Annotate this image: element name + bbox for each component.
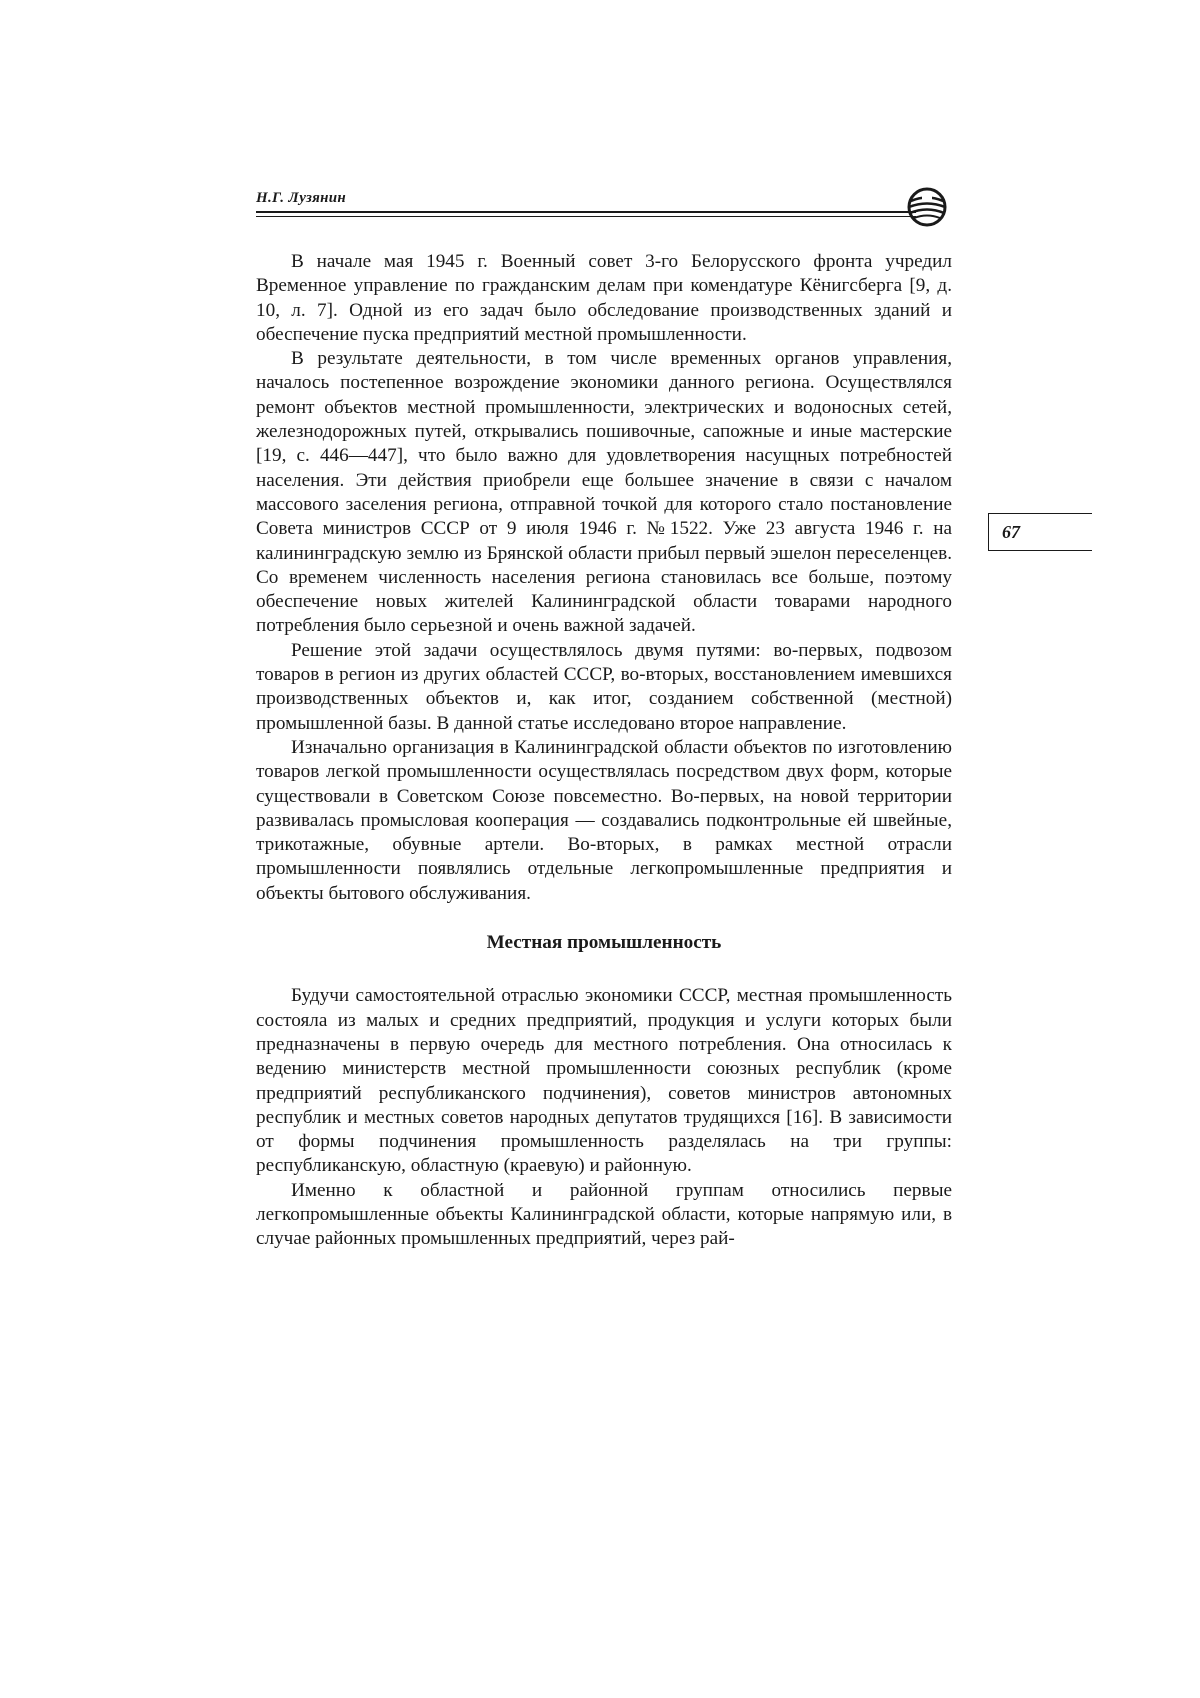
page-number-rule-left [988,513,989,551]
article-body [256,250,952,1252]
page-number-rule-bottom [988,550,1092,551]
author-name: Н.Г. Лузянин [256,190,347,206]
journal-logo-icon [902,186,952,228]
paragraph: Решение этой задачи осуществлялось двумя путями: во-первых, подвозом товаров в регион из других областей СССР, во-вторых, восстановлением имевшихся производственных объектов и, как итог, созданием собственной (местной) промышленной базы. В данной статье исследовано второе направление. [256,639,952,734]
page-number: 67 [1002,522,1020,542]
paragraph: В результате деятельности, в том числе временных органов управления, началось постепенное возрождение экономики данного региона. Осуществлялся ремонт объектов местной промышленности, электрических и водоносных сетей, железнодорожных путей, открывались пошивочные, сапожные и иные мастерские [19, с. 446—447], что было важно для удовлетворения насущных потребностей населения. Эти действия приобрели еще большее значение в связи с началом массового заселения региона, отправной точкой для которого стало постановление Совета министров СССР от 9 июля 1946 г. №1522. Уже 23 августа 1946 г. на калининградскую землю из Брянской области прибыл первый эшелон переселенцев. Со временем численность населения региона становилась все больше, поэтому обеспечение новых жителей Калининградской области товарами народного потребления было серьезной и очень важной задачей. [256,348,952,637]
paragraph: В начале мая 1945 г. Военный совет 3-го Белорусского фронта учредил Временное управление по гражданским делам при комендатуре Кёнигсберга [9, д. 10, л. 7]. Одной из его задач было обследование производственных зданий и обеспечение пуска предприятий местной промышленности. [256,251,952,345]
page-number-rule-top [988,513,1092,514]
header-rule-thick [256,211,916,213]
page-number-box [988,513,1092,551]
paragraph: Именно к областной и районной группам относились первые легкопромышленные объекты Калининградской области, которые напрямую или, в случае районных промышленных предприятий, через рай- [256,1179,952,1250]
header-rule-thin [256,216,916,217]
paragraph: Будучи самостоятельной отраслью экономики СССР, местная промышленность состояла из малых и средних предприятий, продукция и услуги которых были предназначены в первую очередь для местного потребления. Она относилась к ведению министерств местной промышленности союзных республик (кроме предприятий республиканского подчинения), советов министров автономных республик и местных советов народных депутатов трудящихся [16]. В зависимости от формы подчинения промышленность разделялась на три группы: республиканскую, областную (краевую) и районную. [256,985,952,1177]
paragraph: Изначально организация в Калининградской области объектов по изготовлению товаров легкой промышленности осуществлялась посредством двух форм, которые существовали в Советском Союзе повсеместно. Во-первых, на новой территории развивалась промысловая кооперация — создавались подконтрольные ей швейные, трикотажные, обувные артели. Во-вторых, в рамках местной отрасли промышленности появлялись отдельные легкопромышленные предприятия и объекты бытового обслуживания. [256,736,952,904]
section-heading: Местная промышленность [486,932,722,954]
running-head [256,190,964,220]
